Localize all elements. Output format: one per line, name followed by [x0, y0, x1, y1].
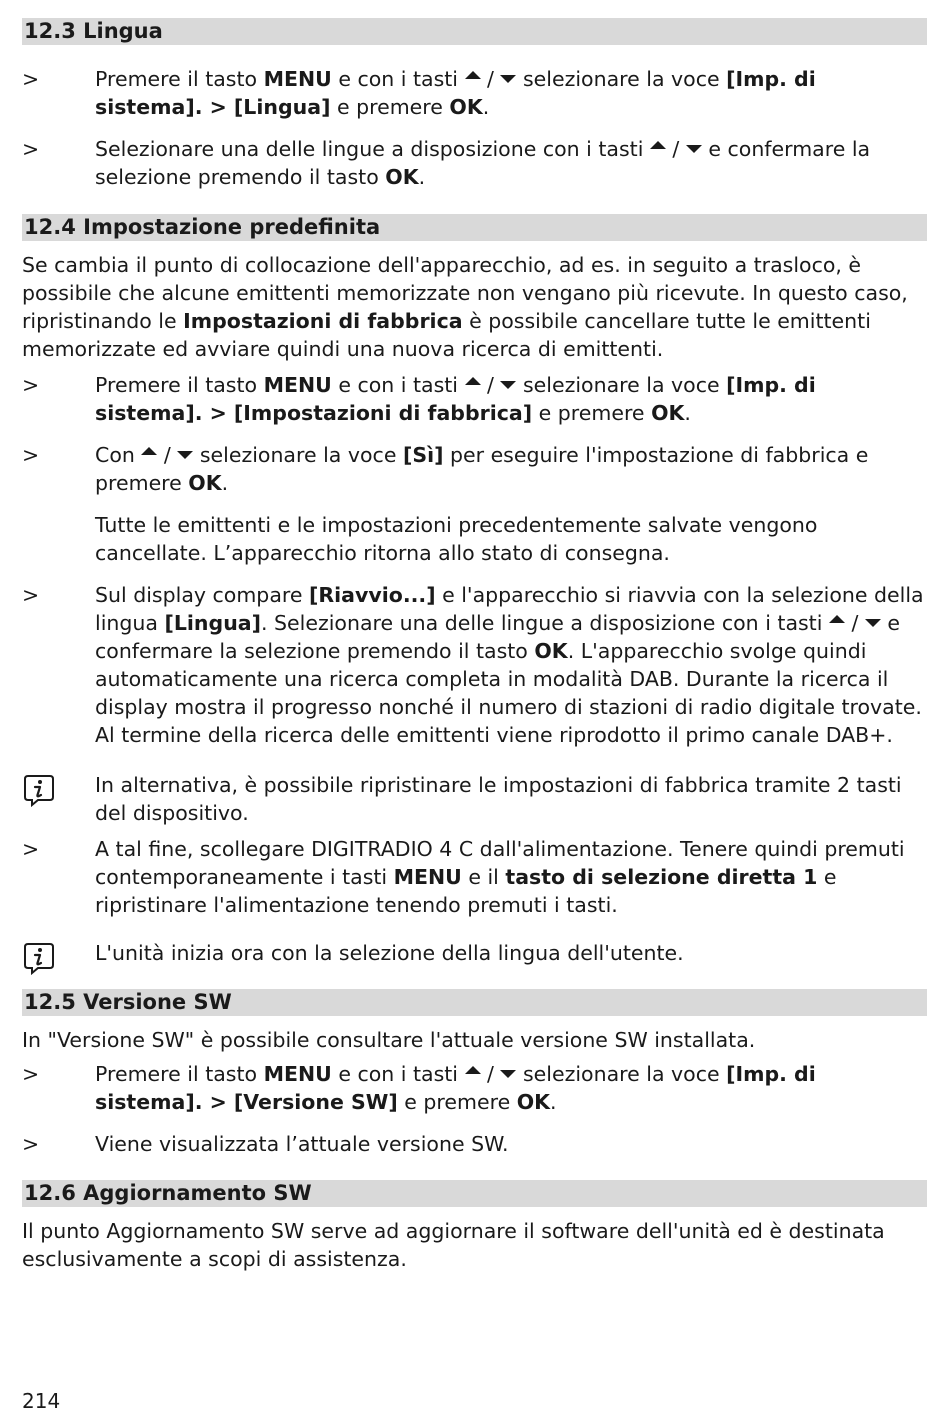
info-icon	[22, 941, 56, 975]
intro-paragraph: Il punto Aggiornamento SW serve ad aggiornare il software dell'unità ed è destinata esclusivamente a scopi di assistenza.	[22, 1219, 885, 1271]
item-marker: >	[22, 67, 40, 91]
intro-paragraph: Se cambia il punto di collocazione dell'apparecchio, ad es. in seguito a trasloco, è possibile che alcune emittenti memorizzate non vengano più ricevute. In questo caso, ripristinando le Impostazioni di fabbrica è possibile cancellare tutte le emittenti memorizzate ed avviare quindi una nuova ricerca di emittenti.	[22, 253, 908, 361]
item-marker: >	[22, 443, 40, 467]
arrow-down-icon	[500, 75, 516, 83]
info-note: L'unità inizia ora con la selezione della lingua dell'utente.	[22, 939, 927, 967]
arrow-down-icon	[177, 451, 193, 459]
section-heading-12-3: 12.3 Lingua	[22, 18, 927, 45]
list-item: > Premere il tasto MENU e con i tasti / selezionare la voce [Imp. di sistema]. > [Impostazioni di fabbrica] e premere OK.	[22, 373, 816, 425]
info-icon	[22, 773, 56, 807]
item-marker: >	[22, 1132, 40, 1156]
arrow-down-icon	[865, 619, 881, 627]
item-marker: >	[22, 837, 40, 861]
arrow-down-icon	[686, 145, 702, 153]
info-note: In alternativa, è possibile ripristinare le impostazioni di fabbrica tramite 2 tasti del dispositivo.	[22, 771, 927, 827]
page-content	[22, 18, 927, 1273]
item-marker: >	[22, 137, 40, 161]
arrow-down-icon	[500, 381, 516, 389]
list-item: > A tal fine, scollegare DIGITRADIO 4 C dall'alimentazione. Tenere quindi premuti contemporaneamente i tasti MENU e il tasto di selezione diretta 1 e ripristinare l'alimentazione tenendo premuti i tasti.	[22, 837, 905, 917]
list-item: > Premere il tasto MENU e con i tasti / selezionare la voce [Imp. di sistema]. > [Versione SW] e premere OK.	[22, 1062, 816, 1114]
intro-paragraph: In "Versione SW" è possibile consultare l'attuale versione SW installata.	[22, 1028, 756, 1052]
arrow-down-icon	[500, 1070, 516, 1078]
item-marker: >	[22, 583, 40, 607]
arrow-up-icon	[141, 447, 157, 455]
arrow-up-icon	[650, 141, 666, 149]
arrow-up-icon	[465, 1066, 481, 1074]
list-item: > Selezionare una delle lingue a disposizione con i tasti / e confermare la selezione premendo il tasto OK.	[22, 137, 871, 189]
arrow-up-icon	[465, 377, 481, 385]
page-number: 214	[22, 1389, 61, 1413]
section-heading-12-5: 12.5 Versione SW	[22, 989, 927, 1016]
section-heading-12-4: 12.4 Impostazione predefinita	[22, 214, 927, 241]
arrow-up-icon	[829, 615, 845, 623]
arrow-up-icon	[465, 71, 481, 79]
item-marker: >	[22, 1062, 40, 1086]
list-item: > Viene visualizzata l’attuale versione SW.	[22, 1132, 509, 1156]
item-marker: >	[22, 373, 40, 397]
list-item: > Premere il tasto MENU e con i tasti / selezionare la voce [Imp. di sistema]. > [Lingua] e premere OK.	[22, 67, 816, 119]
list-item: > Con / selezionare la voce [Sì] per eseguire l'impostazione di fabbrica e premere OK.	[22, 443, 869, 495]
note-paragraph: Tutte le emittenti e le impostazioni precedentemente salvate vengono cancellate. L’apparecchio ritorna allo stato di consegna.	[95, 513, 818, 565]
list-item: > Sul display compare [Riavvio...] e l'apparecchio si riavvia con la selezione della lingua [Lingua]. Selezionare una delle lingue a disposizione con i tasti / e confermare la selezione premendo il tasto OK. L'apparecchio svolge quindi automaticamente una ricerca completa in modalità DAB. Durante la ricerca il display mostra il progresso nonché il numero di stazioni di radio digitale trovate. Al termine della ricerca delle emittenti viene riprodotto il primo canale DAB+.	[22, 583, 924, 747]
section-heading-12-6: 12.6 Aggiornamento SW	[22, 1180, 927, 1207]
